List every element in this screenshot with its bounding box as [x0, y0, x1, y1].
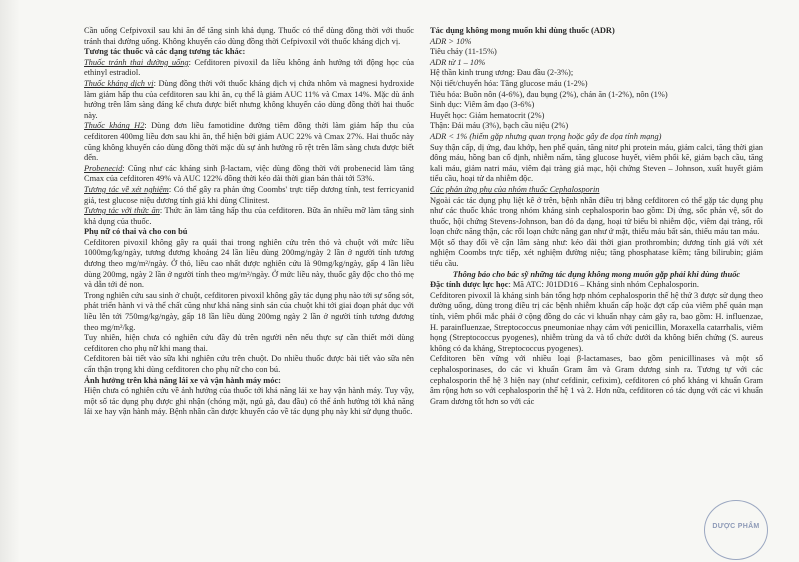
paragraph-lead: Đặc tính dược lực học — [430, 280, 509, 290]
paragraph-lead: Thuốc kháng dịch vị — [84, 78, 154, 88]
right-paragraph — [430, 58, 763, 69]
paragraph-text: : Mã ATC: J01DD16 – Kháng sinh nhóm Cephalosporin. — [508, 280, 699, 290]
paragraph-text: Một số thay đổi về cận lâm sàng như: kéo dài thời gian prothrombin; dương tính giả với xét nghiệm Coombs trực tiếp, xét nghiệm đường niệu; tăng phosphatase kiềm; tăng bilirubin; giảm tiểu cầu. — [430, 237, 763, 269]
paragraph-text: Cefditoren bài tiết vào sữa khi nghiên cứu trên chuột. Do nhiều thuốc được bài tiết vào sữa nên cẩn thận trọng khi dùng cefditoren cho phụ nữ cho con bú. — [84, 354, 414, 374]
paragraph-text: Thông báo cho bác sỹ những tác dụng không mong muốn gặp phải khi dùng thuốc — [452, 269, 741, 279]
left-paragraph — [84, 354, 414, 375]
paragraph-text: Sinh dục: Viêm âm đạo (3-6%) — [430, 100, 535, 110]
paragraph-text: Hệ thần kinh trung ương: Đau đầu (2-3%); — [430, 68, 574, 78]
paragraph-text: Tác dụng không mong muốn khi dùng thuốc (ADR) — [430, 26, 615, 35]
left-paragraph — [84, 79, 414, 121]
left-paragraph — [84, 386, 414, 418]
paragraph-text: : Cefditoren pivoxil đa liều không ảnh hưởng tới động học của ethinyl estradiol. — [84, 57, 414, 78]
right-paragraph — [430, 111, 763, 122]
left-paragraph — [84, 206, 414, 227]
paragraph-lead: Tương tác về xét nghiệm — [84, 184, 169, 194]
paragraph-text: Tuy nhiên, hiện chưa có nghiên cứu đầy đủ trên người nên nếu thực sự cần thiết mới dùng cefditoren cho phụ nữ khi mang thai. — [84, 333, 414, 353]
paragraph-text: Ảnh hưởng trên khả năng lái xe và vận hành máy móc: — [84, 375, 281, 385]
left-paragraph — [84, 121, 414, 163]
paragraph-text: Huyết học: Giảm hematocrit (2%) — [430, 110, 545, 120]
left-paragraph — [84, 376, 414, 387]
paragraph-text: Các phản ứng phụ của nhóm thuốc Cephalosporin — [430, 184, 600, 194]
paragraph-text: ADR < 1% (hiếm gặp nhưng quan trọng hoặc gây đe dọa tính mạng) — [430, 131, 662, 141]
company-stamp — [704, 500, 768, 560]
paragraph-text: Ngoài các tác dụng phụ liệt kê ở trên, bệnh nhân điều trị bằng cefditoren có thể gặp tác dụng phụ như các thuốc khác trong nhóm kháng sinh cephalosporin bao gồm: Dị ứng, sốc phản vệ, sốt do thuốc, hội chứng Stevens-Johnson, ban đỏ đa dạng, hoại tử biểu bì nhiễm độc, viêm đại tràng, rối loạn chức năng thận, các rối loạn chức năng gan như ứ mật, thiếu máu bất sản, thiếu máu tan máu. — [430, 195, 763, 237]
stamp-label: DƯỢC PHẨM — [712, 523, 760, 530]
right-paragraph — [430, 291, 763, 355]
right-paragraph — [430, 26, 763, 37]
paragraph-text: : Có thể gây ra phản ứng Coombs' trực tiếp dương tính, test ferricyanid giả, test glucose niệu dương tính giả khi dùng Clinitest. — [84, 184, 414, 205]
right-paragraph — [430, 90, 763, 101]
paragraph-text: Phụ nữ có thai và cho con bú — [84, 227, 188, 237]
paragraph-lead: Thuốc kháng H2 — [84, 121, 145, 131]
paragraph-text: Cefditoren pivoxil không gây ra quái thai trong nghiên cứu trên thỏ và chuột với mức liều 1000mg/kg/ngày, tương đương khoảng 24 lần liều dùng 200mg/ngày 2 lần ở người tính tương đương theo mg/m²/ngày. Ở thỏ, liều cao nhất được nghiên cứu là 90mg/kg/ngày, gấp 4 lần liều dùng 200mg, ngày 2 lần ở người tính theo mg/m²/ngày. Ở mức liều này, thuốc gây độc cho thỏ mẹ và dẫn tới đẻ non. — [84, 237, 414, 290]
scan-edge — [0, 0, 20, 562]
right-paragraph — [430, 143, 763, 185]
paragraph-text: ADR từ 1 – 10% — [430, 57, 486, 67]
right-paragraph — [430, 270, 763, 281]
right-paragraph — [430, 354, 763, 407]
paragraph-text: Nội tiết/chuyển hóa: Tăng glucose máu (1-2%) — [430, 78, 588, 88]
left-column — [84, 26, 414, 418]
paragraph-text: : Dùng đơn liều famotidine đường tiêm đồng thời làm giảm hấp thu của cefditoren 400mg liều đơn sau khi ăn, thể hiện bởi giảm AUC 22% và Cmax 27%. Hai thuốc này cũng không khuyến cáo dùng đồng thời mặc dù sự ảnh hưởng rõ rệt trên lâm sàng chưa được biết đến. — [84, 121, 414, 163]
right-paragraph — [430, 196, 763, 238]
right-paragraph — [430, 121, 763, 132]
paragraph-lead: Thuốc tránh thai đường uống — [84, 57, 189, 67]
left-paragraph — [84, 58, 414, 79]
right-paragraph — [430, 100, 763, 111]
paragraph-text: Cefditoren pivoxil là kháng sinh bán tổng hợp nhóm cephalosporin thế hệ thứ 3 được sử dụng theo đường uống, dùng trong điều trị các bệnh nhiễm khuẩn cấp hoặc đợt cấp của viêm phế quản mạn tính, viêm phổi mắc phải ở cộng đồng do các vi khuẩn nhạy cảm gây ra, bao gồm: H. influenzae, H. parainfluenzae, Streptococcus pneumoniae nhạy cảm với penicillin, Moraxella catarrhalis, viêm họng (Streptococcus pyogenes), nhiễm trùng da và tổ chức dưới da không biến chứng (S. aureus không có đa kháng, Streptococcus pyogenes). — [430, 290, 763, 353]
paragraph-text: Thận: Đái máu (3%), bạch cầu niệu (2%) — [430, 121, 569, 131]
paragraph-lead: Tương tác với thức ăn — [84, 206, 160, 216]
paragraph-text: : Cũng như các kháng sinh β-lactam, việc dùng đồng thời với probenecid làm tăng Cmax của cefditoren 49% và AUC 122% đồng thời kéo dài thời gian bán thải tới 53%. — [84, 163, 414, 184]
left-paragraph — [84, 47, 414, 58]
paragraph-text: Hiện chưa có nghiên cứu về ảnh hưởng của thuốc tới khả năng lái xe hay vận hành máy. Tuy vậy, một số tác dụng phụ được ghi nhận (chóng mặt, ngủ gà, đau đầu) có thể ảnh hưởng tới khả năng lái xe hay vận hành máy. Bệnh nhân cần được khuyến cáo về tác dụng phụ này khi sử dụng thuốc. — [84, 386, 414, 417]
paragraph-text: : Dùng đồng thời với thuốc kháng dịch vị chứa nhôm và magnesi hydroxide làm giảm hấp thu của cefditoren sau khi ăn, cụ thể là giảm AUC 11% và Cmax 14%. Mặc dù ảnh hưởng trên lâm sàng đáng kể chưa được biết nhưng không khuyến cáo dùng đồng thời hai thuốc này. — [84, 78, 414, 120]
right-paragraph — [430, 280, 763, 291]
left-paragraph — [84, 291, 414, 333]
right-paragraph — [430, 79, 763, 90]
right-paragraph — [430, 37, 763, 48]
left-paragraph — [84, 164, 414, 185]
paragraph-text: Tương tác thuốc và các dạng tương tác khác: — [84, 47, 246, 57]
paragraph-text: Tiêu chảy (11-15%) — [430, 47, 497, 57]
paragraph-text: Suy thận cấp, dị ứng, đau khớp, hen phế quản, tăng nitơ phi protein máu, giảm calci, tăng thời gian đông máu, hồng ban cố định, nhiễm nấm, tăng glucose huyết, viêm phổi kẽ, giảm bạch cầu, tăng kali máu, giảm natri máu, viêm đại tràng giả mạc, hội chứng Steven – Johnson, xuất huyết giảm tiểu cầu, hoại tử da nhiễm độc. — [430, 142, 763, 184]
paragraph-text: Cần uống Cefpivoxil sau khi ăn để tăng sinh khả dụng. Thuốc có thể dùng đồng thời với thuốc tránh thai đường uống. Không khuyến cáo dùng đồng thời Cefpivoxil với thuốc kháng dịch vị. — [84, 26, 414, 46]
paragraph-text: Tiêu hóa: Buồn nôn (4-6%), đau bụng (2%), chán ăn (1-2%), nôn (1%) — [430, 89, 668, 99]
right-paragraph — [430, 238, 763, 270]
right-paragraph — [430, 132, 763, 143]
paragraph-text: Cefditoren bền vững với nhiều loại β-lactamases, bao gồm penicillinases và một số cephalosporinases, do các vi khuẩn Gram âm và Gram dương sinh ra. Tương tự với các cephalosporin thế hệ 3 hiện nay (như cefdinir, cefixim), cefditoren có phổ kháng vi khuẩn Gram âm rộng hơn so với cephalosporin thế hệ 1 và 2. Hơn nữa, cefditoren có tác dụng với các vi khuẩn Gram dương tốt hơn so với các — [430, 354, 763, 406]
left-paragraph — [84, 333, 414, 354]
paragraph-text: Trong nghiên cứu sau sinh ở chuột, cefditoren pivoxil không gây tác dụng phụ nào tới sự sống sót, phát triển hành vi và thể chất cũng như khả năng sinh sản của chuột khi tới giai đoạn phát dục với liều lên tới 750mg/kg/ngày, gấp 18 lần liều dùng 200mg ngày 2 lần ở người tính tương đương theo mg/m²/kg. — [84, 290, 414, 332]
paragraph-lead: Probenecid — [84, 163, 123, 173]
left-paragraph — [84, 238, 414, 291]
right-paragraph — [430, 47, 763, 58]
right-paragraph — [430, 68, 763, 79]
paragraph-text: : Thức ăn làm tăng hấp thu của cefditoren. Bữa ăn nhiều mỡ làm tăng sinh khả dụng của thuốc. — [84, 206, 414, 226]
right-column — [430, 26, 763, 407]
left-paragraph — [84, 185, 414, 206]
left-paragraph — [84, 227, 414, 238]
right-paragraph — [430, 185, 763, 196]
left-paragraph — [84, 26, 414, 47]
paragraph-text: ADR > 10% — [430, 36, 472, 46]
